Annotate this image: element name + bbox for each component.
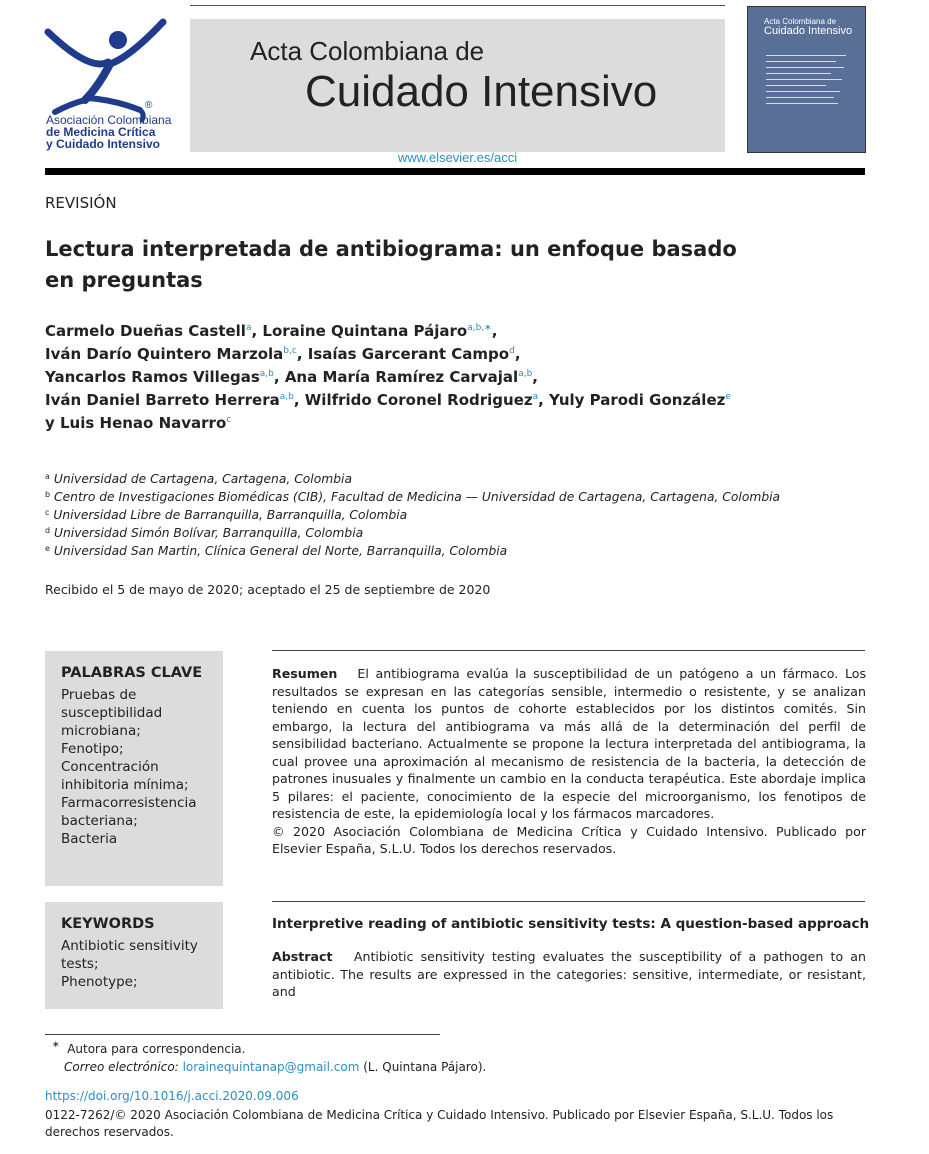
affiliation: $^b$ Centro de Investigaciones Biomédicas (CIB), Facultad de Medicina — Universidad de Cartagena, Cartagena, Colombia [45,490,781,504]
author-affiliation-marker[interactable]: d [509,346,515,356]
keyword-line: Bacteria [61,831,118,847]
society-name-line3: y Cuidado Intensivo [46,137,161,151]
affiliation: $^c$ Universidad Libre de Barranquilla, Barranquilla, Colombia [45,508,408,522]
affiliation: $^e$ Universidad San Martin, Clínica General del Norte, Barranquilla, Colombia [45,544,508,558]
keywords-en-box [45,902,223,1009]
resumen-label: Resumen [272,666,338,681]
copyright-footer: 0122-7262/© 2020 Asociación Colombiana de Medicina Crítica y Cuidado Intensivo. Publicado por Elsevier España, S.L.U. Todos los derechos reservados. [45,1108,834,1139]
keyword-line: Farmacorresistencia [61,795,197,811]
keyword-line: Concentración [61,759,159,775]
keyword-line: Fenotipo; [61,741,124,757]
abstract-block [272,948,866,1001]
article-title: Lectura interpretada de antibiograma: un enfoque basado en preguntas [45,237,737,292]
keywords-es-heading: PALABRAS CLAVE [61,665,203,681]
society-name [46,114,171,150]
society-name-line1: Asociación Colombiana [46,113,172,127]
author-affiliation-marker[interactable]: c [226,415,232,425]
author-name: Ana María Ramírez Carvajal [284,368,519,386]
keyword-line: inhibitoria mínima; [61,777,189,793]
keywords-es-box [45,651,223,886]
resumen-block [272,665,866,858]
journal-url[interactable]: www.elsevier.es/acci [397,150,518,165]
abstract-label: Abstract [272,949,333,964]
author-name: Yancarlos Ramos Villegas [45,368,260,386]
author-name: Loraine Quintana Pájaro [262,322,468,340]
email-label: Correo electrónico: [64,1060,179,1074]
author-affiliation-marker[interactable]: e [725,392,731,402]
cover-title-line1: Acta Colombiana de [764,17,837,26]
affiliation: $^a$ Universidad de Cartagena, Cartagena, Colombia [45,472,352,486]
author-name: Iván Darío Quintero Marzola [45,345,284,363]
header-top-rule [190,5,725,6]
email-suffix: (L. Quintana Pájaro). [363,1060,487,1074]
correspondence-footnote [52,1040,486,1076]
abstract-top-rule [272,901,865,902]
received-dates: Recibido el 5 de mayo de 2020; aceptado el 25 de septiembre de 2020 [45,582,491,597]
author-name: Isaías Garcerant Campo [307,345,510,363]
author-name: Wilfrido Coronel Rodriguez [304,391,533,409]
registered-mark: ® [145,100,153,111]
resumen-copyright: © 2020 Asociación Colombiana de Medicina Crítica y Cuidado Intensivo. Publicado por Elsevier España, S.L.U. Todos los derechos reservados. [272,823,866,856]
doi-link[interactable]: https://doi.org/10.1016/j.acci.2020.09.006 [45,1089,299,1103]
author-name: y Luis Henao Navarro [45,414,227,432]
english-title: Interpretive reading of antibiotic sensitivity tests: A question-based approach [272,916,870,932]
affiliation-list [45,470,875,560]
affiliation: $^d$ Universidad Simón Bolívar, Barranquilla, Colombia [45,526,364,540]
journal-cover-thumbnail [747,6,866,153]
keyword-line: Phenotype; [61,974,138,990]
author-name: Carmelo Dueñas Castell [45,322,246,340]
author-name: Yuly Parodi González [549,391,726,409]
keyword-line: microbiana; [61,723,141,739]
abstract-text: Antibiotic sensitivity testing evaluates the susceptibility of a pathogen to an antibiotic. The results are expressed in the categories: sensitive, intermediate, or resistant, and [272,949,866,999]
author-affiliation-marker[interactable]: b,c [283,346,297,356]
author-affiliation-marker[interactable]: a,b [279,392,294,402]
author-list: Carmelo Dueñas Castell$^a$, Loraine Quintana Pájaro$^{a,b,∗}$, Iván Darío Quintero Marzola$^{b,c}$, Isaías Garcerant Campo$^d$, Yancarlos Ramos Villegas$^{a,b}$, Ana María Ramírez Carvajal$^{a,b}$, Iván Daniel Barreto Herrera$^{a,b}$, Wilfrido Coronel Rodriguez$^a$, Yuly Parodi González$^e$ y Luis Henao Navarro$^c$ [45,322,731,432]
journal-title-line2: Cuidado Intensivo [305,67,658,116]
resumen-text: El antibiograma evalúa la susceptibilidad de un patógeno a un fármaco. Los resultados se expresan en las categorías sensible, intermedio o resistente, y se analizan teniendo en cuenta los puntos de cohorte establecidos por los distintos comités. Sin embargo, la lectura del antibiograma va más allá de la determinación del perfil de sensibilidad bacteriano. Actualmente se propone la lectura interpretada del antibiograma, la cual provee una aproximación al mecanismo de resistencia de la bacteria, la detección de patrones inusuales y finalmente un cambio en la conducta terapéutica. Este abordaje implica 5 pilares: el paciente, conocimiento de la especie del microorganismo, los fenotipos de resistencia de este, la epidemiología local y los fármacos marcadores. [272,666,867,821]
author-affiliation-marker[interactable]: a,b [518,369,533,379]
keyword-line: Antibiotic sensitivity [61,938,198,954]
journal-title-line1: Acta Colombiana de [250,36,485,66]
footnote-line1: Autora para correspondencia. [67,1042,246,1056]
footnote-rule [45,1034,440,1035]
keyword-line: tests; [61,956,99,972]
correspondence-email-link[interactable]: lorainequintanap@gmail.com [182,1060,360,1074]
author-affiliation-marker[interactable]: a,b,∗ [467,323,492,333]
author-affiliation-marker[interactable]: a,b [259,369,274,379]
header-thick-rule [45,168,865,175]
section-label: REVISIÓN [45,194,117,212]
cover-title-line2: Cuidado Intensivo [764,25,853,37]
keyword-line: bacteriana; [61,813,138,829]
society-name-line2: de Medicina Crítica [46,125,156,139]
author-name: Iván Daniel Barreto Herrera [45,391,280,409]
resumen-top-rule [272,650,865,651]
keywords-en-list [61,937,221,991]
keywords-en-heading: KEYWORDS [61,916,155,932]
keywords-es-list [61,686,221,848]
author-affiliation-marker[interactable]: a [245,323,252,333]
author-affiliation-marker[interactable]: a [532,392,539,402]
keyword-line: Pruebas de [61,687,137,703]
keyword-line: susceptibilidad [61,705,163,721]
footnote-marker: ∗ [52,1040,60,1050]
